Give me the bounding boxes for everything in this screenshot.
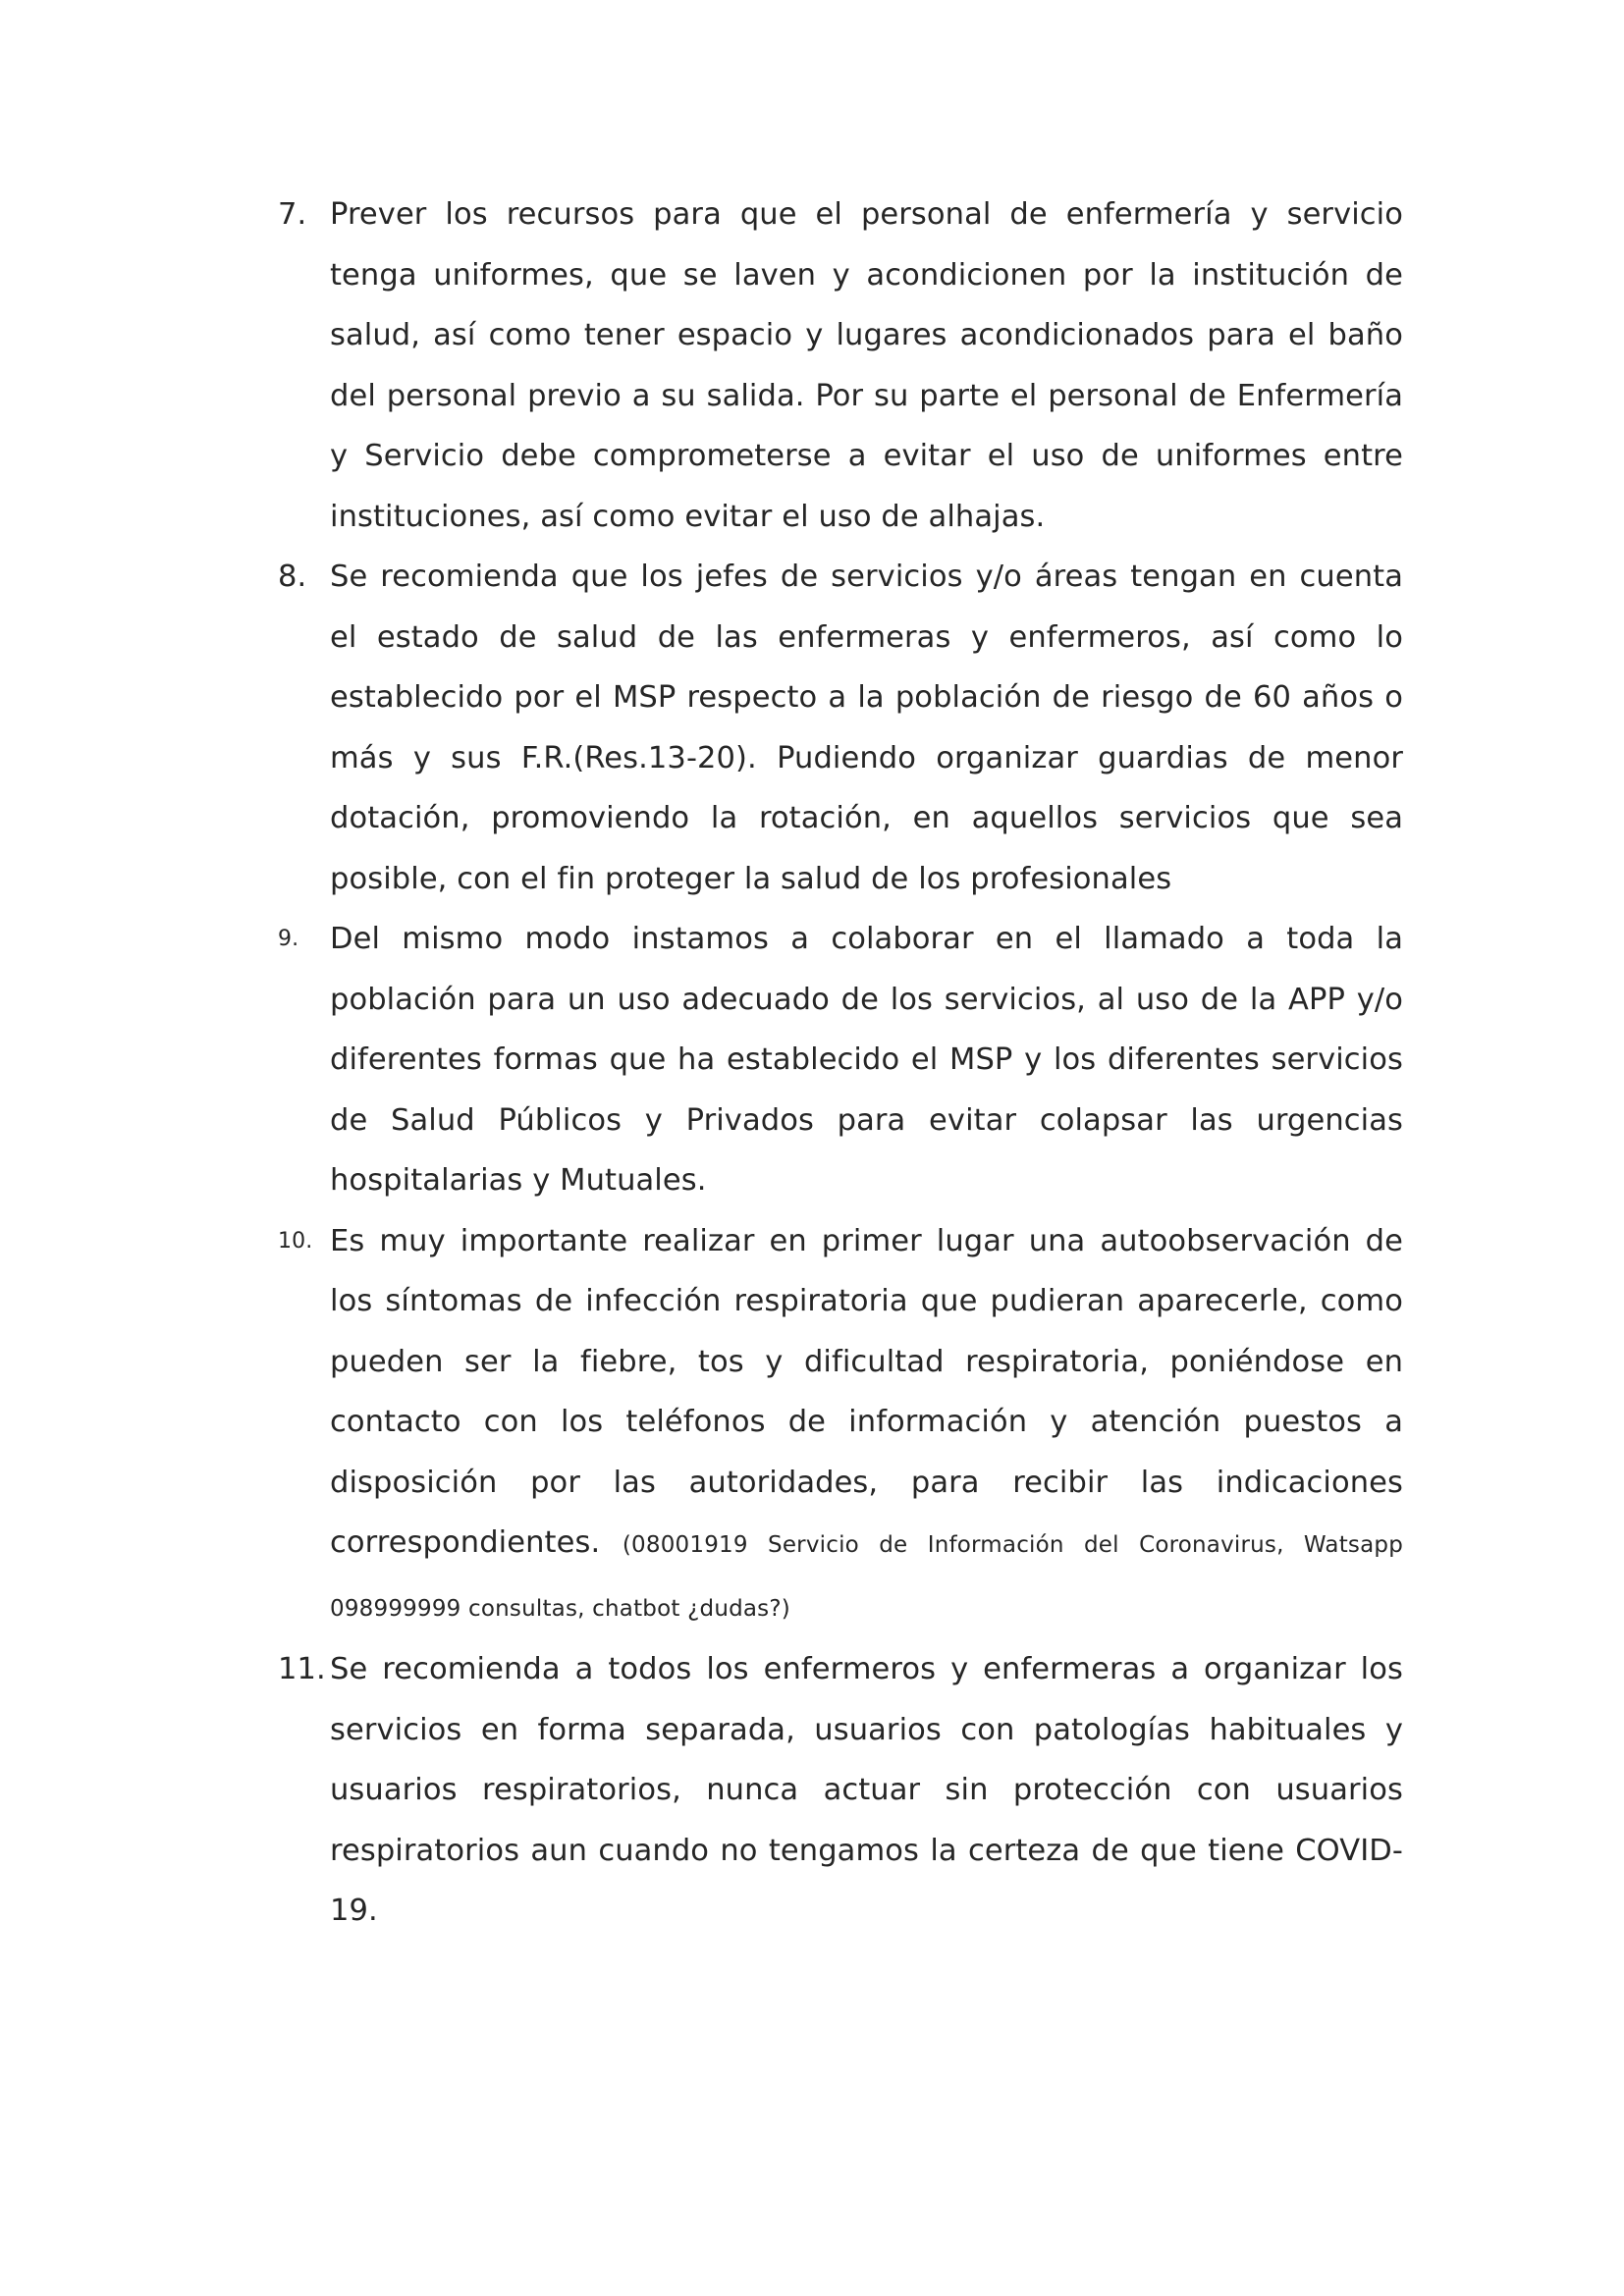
recommendations-list [278, 185, 1403, 1942]
list-item-9 [278, 909, 1403, 1211]
list-item-text: Se recomienda a todos los enfermeros y enfermeras a organizar los servicios en forma separada, usuarios con patologías habituales y usuarios respiratorios, nunca actuar sin protección con usuarios respiratorios aun cuando no tengamos la certeza de que tiene COVID-19. [330, 1652, 1403, 1928]
list-item-11 [278, 1639, 1403, 1942]
list-item-10 [278, 1211, 1403, 1640]
list-item-number: 11. [278, 1652, 326, 1686]
list-item-number: 7. [278, 197, 307, 232]
list-item-text: Prever los recursos para que el personal de enfermería y servicio tenga uniformes, que se laven y acondicionen por la institución de salud, así como tener espacio y lugares acondicionados para el baño del personal previo a su salida. Por su parte el personal de Enfermería y Servicio debe comprometerse a evitar el uso de uniformes entre instituciones, así como evitar el uso de alhajas. [330, 197, 1403, 534]
list-item-8 [278, 547, 1403, 909]
list-item-number: 8. [278, 560, 307, 594]
list-item-text: Es muy importante realizar en primer lugar una autoobservación de los síntomas de infección respiratoria que pudieran aparecerle, como pueden ser la fiebre, tos y dificultad respiratoria, poniéndose en contacto con los teléfonos de información y atención puestos a disposición por las autoridades, para recibir las indicaciones correspondientes. [330, 1223, 1403, 1560]
list-item-text: Se recomienda que los jefes de servicios y/o áreas tengan en cuenta el estado de salud de las enfermeras y enfermeros, así como lo establecido por el MSP respecto a la población de riesgo de 60 años o más y sus F.R.(Res.13-20). Pudiendo organizar guardias de menor dotación, promoviendo la rotación, en aquellos servicios que sea posible, con el fin proteger la salud de los profesionales [330, 560, 1403, 896]
list-item-number: 9. [278, 927, 299, 951]
list-item-number: 10. [278, 1228, 313, 1254]
list-item-7 [278, 185, 1403, 547]
contact-note: (08001919 Servicio de Información del Coronavirus, Watsapp 098999999 consultas, chatbot ¿dudas?) [330, 1532, 1403, 1622]
list-item-text: Del mismo modo instamos a colaborar en el llamado a toda la población para un uso adecuado de los servicios, al uso de la APP y/o diferentes formas que ha establecido el MSP y los diferentes servicios de Salud Públicos y Privados para evitar colapsar las urgencias hospitalarias y Mutuales. [330, 922, 1403, 1198]
